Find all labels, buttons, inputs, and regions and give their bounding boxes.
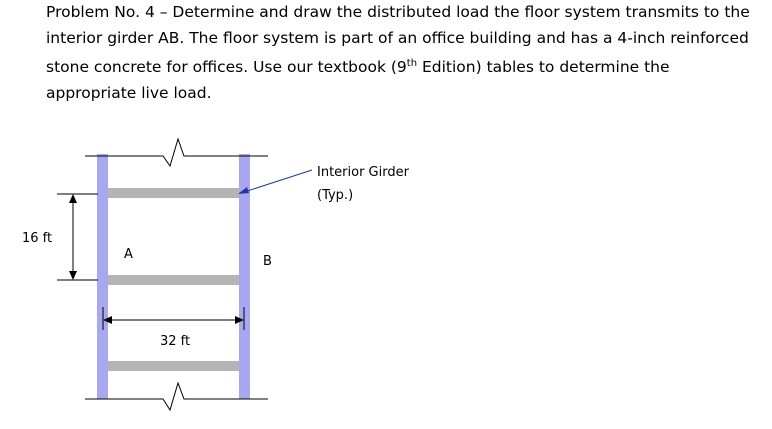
dim-arrow-down [69,271,77,280]
point-b-label: B [263,254,272,269]
interior-girder-label: Interior Girder [317,165,409,180]
dim-label-16ft: 16 ft [22,231,53,246]
typ-label: (Typ.) [317,188,354,203]
dim-label-32ft: 32 ft [160,334,191,349]
problem-text-part2: Edition) tables to determine the appropriate live load. [46,58,670,102]
floor-beam-top [108,188,239,198]
point-a-label: A [124,247,133,262]
problem-text-superscript: th [406,58,418,69]
floor-beam-bottom [108,361,239,371]
dim-arrow-up [69,194,77,203]
floor-beam-middle [108,275,239,285]
interior-girder-leader [241,170,312,193]
left-girder [97,154,108,399]
problem-text-part1: Problem No. 4 – Determine and draw the distributed load the floor system transmits to the interior girder AB. The floor system is part of an office building and has a 4-inch reinforced stone concrete for offices. Use our textbook (9 [46,3,750,77]
